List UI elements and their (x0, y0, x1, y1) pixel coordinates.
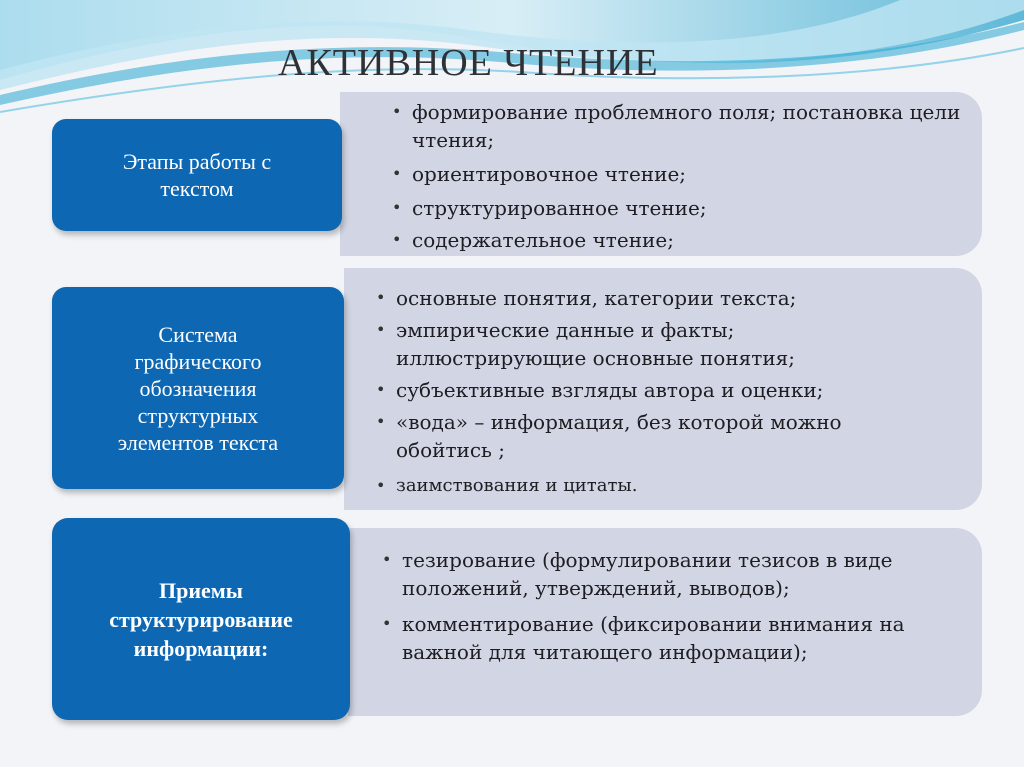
list-item: • субъективные взгляды автора и оценки; (376, 378, 824, 402)
bullet-icon: • (392, 230, 402, 249)
structuring-list (382, 546, 966, 666)
list-item: • «вода» – информация, без которой можно обойтись ; (376, 410, 842, 462)
panel-graphic-system (344, 268, 982, 510)
bullet-icon: • (376, 320, 386, 339)
label-box-stages: Этапы работы с текстом (52, 119, 342, 231)
graphic-system-list (376, 284, 972, 500)
list-item: • формирование проблемного поля; постановка цели чтения; (392, 100, 961, 152)
label-box-structuring: Приемы структурирование информации: (52, 518, 350, 720)
bullet-icon: • (392, 198, 402, 217)
bullet-icon: • (376, 380, 386, 399)
bullet-icon: • (392, 102, 402, 121)
bullet-icon: • (382, 550, 392, 569)
list-item: • основные понятия, категории текста; (376, 286, 797, 310)
label-box-graphic-system: Система графического обозначения структурных элементов текста (52, 287, 344, 489)
bullet-icon: • (392, 164, 402, 183)
panel-stages (340, 92, 982, 256)
panel-structuring (348, 528, 982, 716)
list-item: • структурированное чтение; (392, 196, 707, 220)
page-title: АКТИВНОЕ ЧТЕНИЕ (278, 42, 659, 84)
bullet-icon: • (376, 288, 386, 307)
bullet-icon: • (382, 614, 392, 633)
stages-list (392, 98, 972, 254)
bullet-icon: • (376, 412, 386, 431)
list-item: • содержательное чтение; (392, 228, 674, 252)
list-item: • тезирование (формулировании тезисов в виде положений, утверждений, выводов); (382, 548, 893, 600)
list-item: • ориентировочное чтение; (392, 162, 687, 186)
list-item: • заимствования и цитаты. (376, 472, 972, 500)
bullet-icon: • (376, 476, 386, 495)
list-item: • эмпирические данные и факты; иллюстрирующие основные понятия; (376, 318, 796, 370)
list-item: • комментирование (фиксировании внимания на важной для читающего информации); (382, 612, 905, 664)
